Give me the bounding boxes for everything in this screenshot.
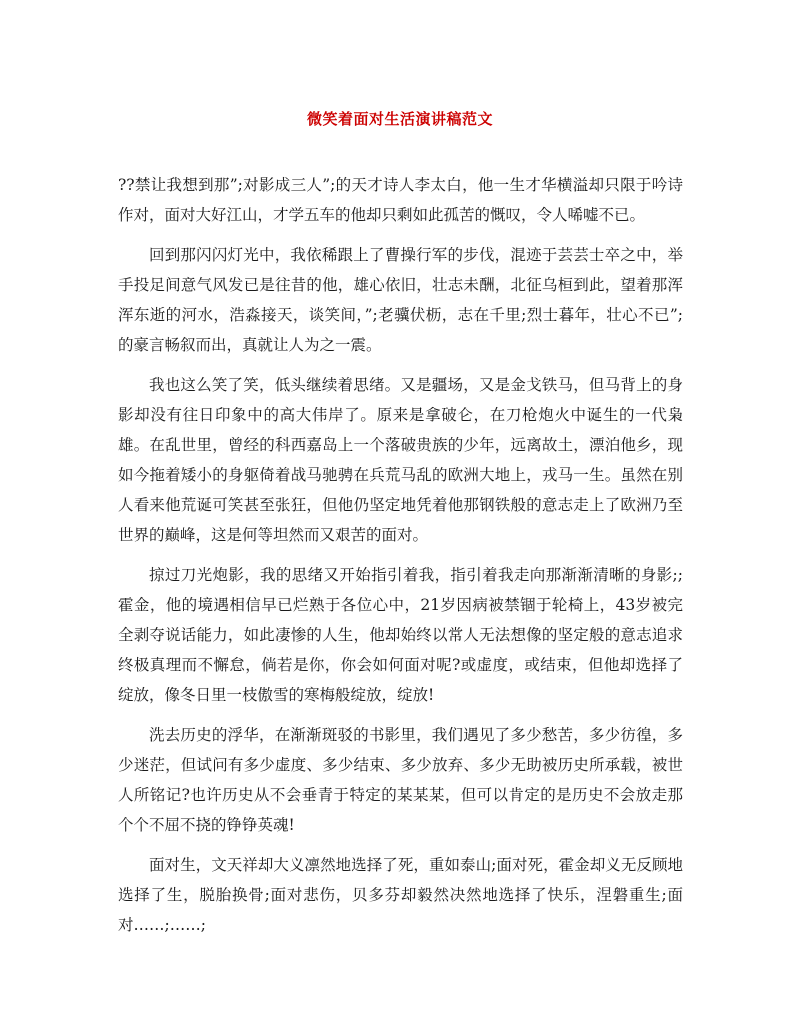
paragraph: 面对生，文天祥却大义凛然地选择了死，重如泰山;面对死，霍金却义无反顾地选择了生，脱胎换骨;面对悲伤，贝多芬却毅然决然地选择了快乐，涅磐重生;面对……;……; bbox=[118, 856, 683, 934]
paragraph: 回到那闪闪灯光中，我依稀跟上了曹操行军的步伐，混迹于芸芸士卒之中，举手投足间意气风发已是往昔的他，雄心依旧，壮志未酬，北征乌桓到此，望着那浑浑东逝的河水，浩淼接天，谈笑间，”;老骥伏枥，志在千里;烈士暮年，壮心不已”;的豪言畅叙而出，真就让人为之一震。 bbox=[118, 246, 683, 354]
paragraph: 洗去历史的浮华，在渐渐斑驳的书影里，我们遇见了多少愁苦，多少彷徨，多少迷茫，但试问有多少虚度、多少结束、多少放弃、多少无助被历史所承载，被世人所铭记?也许历史从不会垂青于特定的某某某，但可以肯定的是历史不会放走那个个不屈不挠的铮铮英魂! bbox=[118, 726, 683, 834]
paragraph: 掠过刀光炮影，我的思绪又开始指引着我，指引着我走向那渐渐清晰的身影;;霍金，他的境遇相信早已烂熟于各位心中，21岁因病被禁锢于轮椅上，43岁被完全剥夺说话能力，如此凄惨的人生，他却始终以常人无法想像的坚定般的意志追求终极真理而不懈怠，倘若是你，你会如何面对呢?或虚度，或结束，但他却选择了绽放，像冬日里一枝傲雪的寒梅般绽放，绽放! bbox=[118, 566, 683, 704]
document-body bbox=[118, 170, 683, 950]
document-title: 微笑着面对生活演讲稿范文 bbox=[306, 110, 493, 128]
paragraph: 我也这么笑了笑，低头继续着思绪。又是疆场，又是金戈铁马，但马背上的身影却没有往日印象中的高大伟岸了。原来是拿破仑，在刀枪炮火中诞生的一代枭雄。在乱世里，曾经的科西嘉岛上一个落破贵族的少年，远离故土，漂泊他乡，现如今拖着矮小的身躯倚着战马驰骋在兵荒马乱的欧洲大地上，戎马一生。虽然在别人看来他荒诞可笑甚至张狂，但他仍坚定地凭着他那钢铁般的意志走上了欧洲乃至世界的巅峰，这是何等坦然而又艰苦的面对。 bbox=[118, 376, 683, 544]
paragraph: ??禁让我想到那”;对影成三人”;的天才诗人李太白，他一生才华横溢却只限于吟诗作对，面对大好江山，才学五车的他却只剩如此孤苦的慨叹，令人唏嘘不已。 bbox=[118, 176, 683, 224]
